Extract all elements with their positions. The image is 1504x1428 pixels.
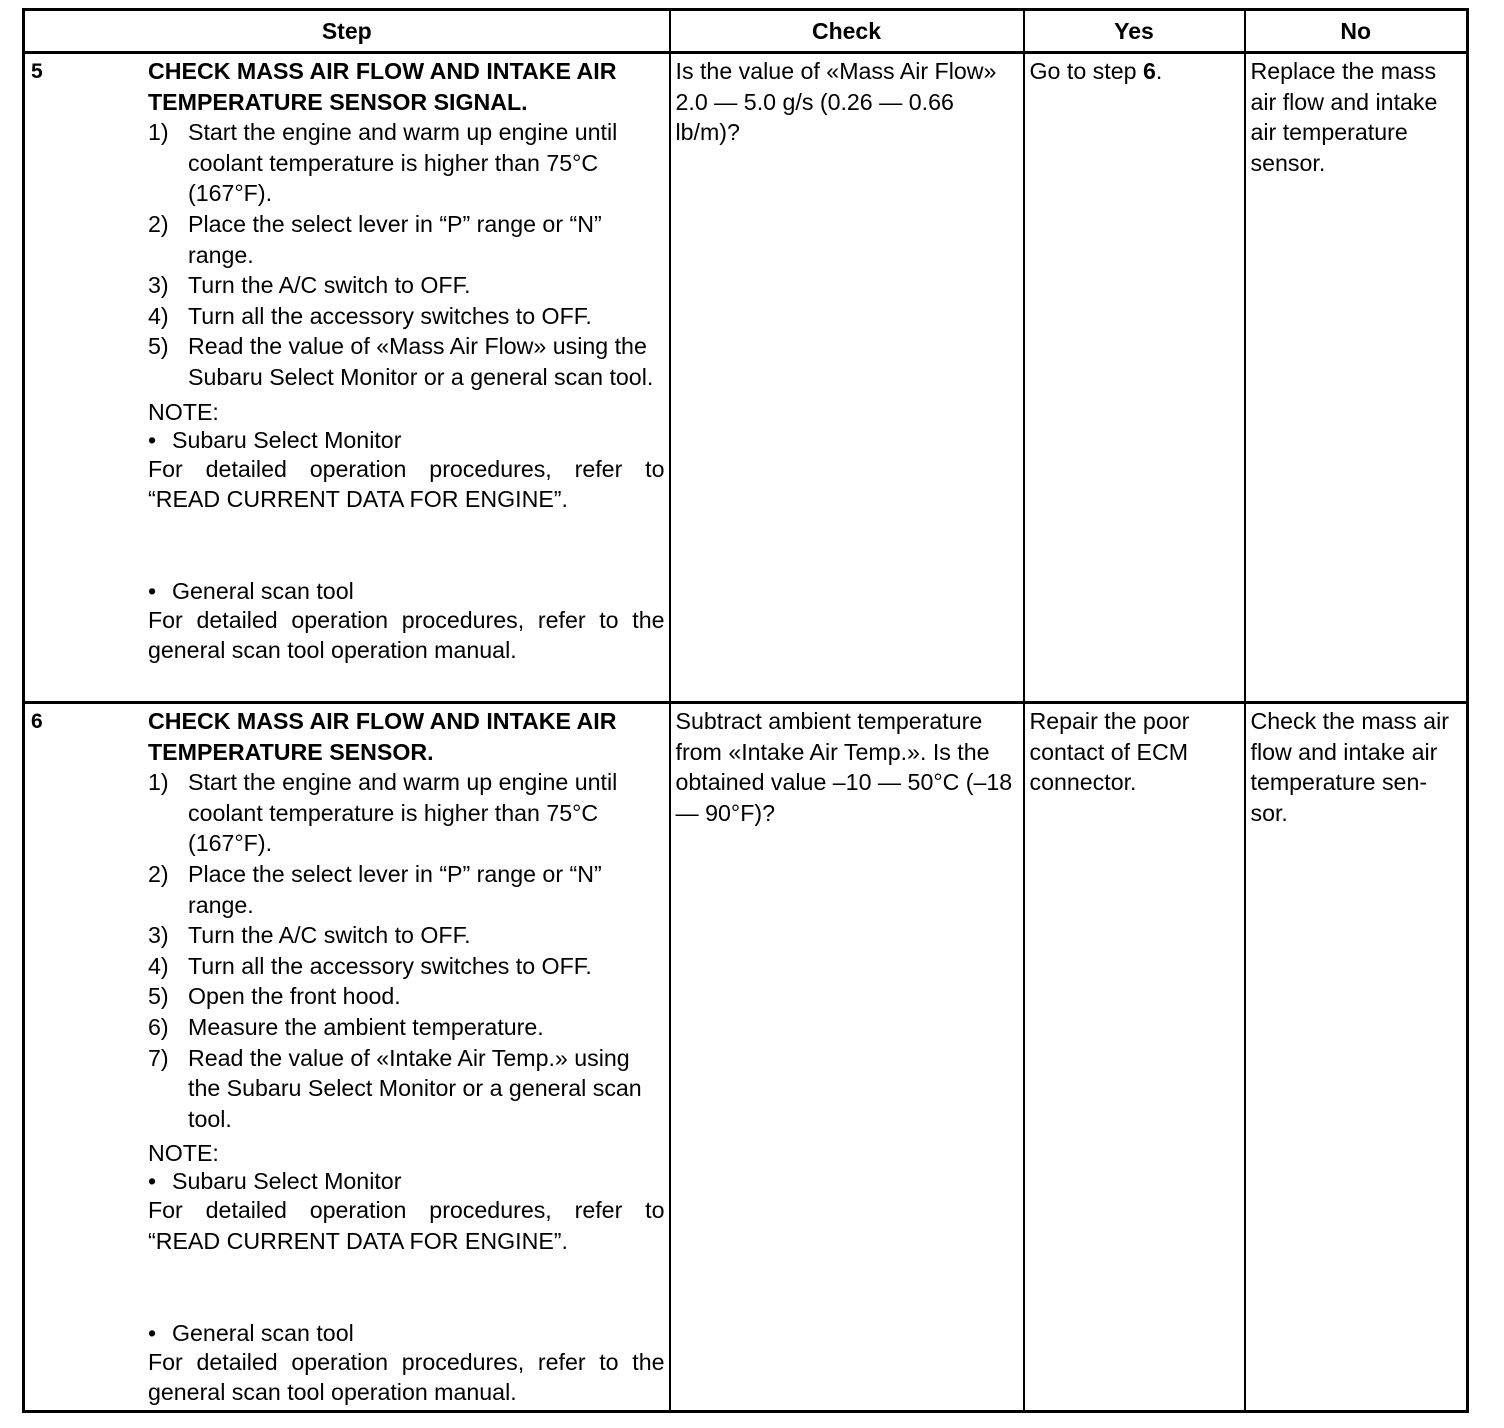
substep-text: Open the front hood. (188, 983, 401, 1010)
step-number: 5 (31, 60, 43, 83)
substep-number: 5) (148, 333, 169, 360)
bullet-text: General scan tool (172, 1319, 354, 1346)
substep (148, 209, 665, 270)
substep-number: 2) (148, 210, 169, 237)
step-cell (24, 703, 670, 1412)
bullet-dot-icon: • (148, 426, 157, 453)
note-bullet (148, 577, 665, 605)
substep-text: Start the engine and warm up engine until coolant temperature is higher than 75°C (167°F). (188, 119, 618, 207)
note-label: NOTE: (148, 1140, 219, 1167)
substep (148, 331, 665, 392)
step-title: CHECK MASS AIR FLOW AND INTAKE AIR TEMPERATURE SENSOR. (148, 708, 617, 765)
yes-text: Go to step (1029, 58, 1143, 84)
table-header-row (24, 10, 1468, 53)
note-bullet (148, 1167, 665, 1195)
substep-text: Start the engine and warm up engine until coolant temperature is higher than 75°C (167°F). (188, 769, 618, 857)
reference-text: “READ CURRENT DATA FOR ENGINE”. (148, 1227, 568, 1254)
bullet-dot-icon: • (148, 1168, 157, 1195)
yes-cell: Repair the poor contact of ECM connector. (1024, 703, 1245, 1412)
bullet-dot-icon: • (148, 1319, 157, 1346)
next-step-number: 6 (1142, 58, 1156, 84)
substep (148, 301, 665, 332)
step-body (148, 704, 669, 1410)
table-row-step-5 (24, 53, 1468, 703)
substep (148, 767, 665, 859)
step-body (148, 54, 669, 668)
substep (148, 981, 665, 1012)
substep (148, 920, 665, 951)
substep-text: Measure the ambient temperature. (188, 1013, 544, 1040)
substep-number: 1) (148, 769, 169, 796)
substep-text: Turn the A/C switch to OFF. (188, 272, 471, 299)
reference-text: For detailed operation procedures, refer to the (148, 1348, 665, 1375)
substep-number: 7) (148, 1044, 169, 1071)
substep-number: 3) (148, 922, 169, 949)
substep-number: 4) (148, 952, 169, 979)
reference-text: general scan tool operation manual. (148, 1379, 517, 1406)
substep (148, 951, 665, 982)
substep-text: Place the select lever in “P” range or “N” range. (188, 210, 602, 268)
note-bullet (148, 1319, 665, 1347)
substep (148, 1043, 665, 1135)
bullet-dot-icon: • (148, 577, 157, 604)
note-bullet (148, 426, 665, 454)
substep (148, 1012, 665, 1043)
step-cell (24, 53, 670, 703)
substep-number: 3) (148, 272, 169, 299)
check-cell: Is the value of «Mass Air Flow» 2.0 — 5.0 g/s (0.26 — 0.66 lb/m)? (670, 53, 1024, 703)
reference-text: general scan tool operation manual. (148, 637, 517, 664)
substep-number: 6) (148, 1013, 169, 1040)
step-title: CHECK MASS AIR FLOW AND INTAKE AIR TEMPERATURE SENSOR SIGNAL. (148, 58, 617, 115)
header-yes: Yes (1024, 10, 1245, 53)
reference-text: For detailed operation procedures, refer to (148, 1197, 665, 1224)
yes-suffix: . (1155, 58, 1163, 84)
blank-space (148, 515, 665, 577)
procedure-sheet (22, 8, 1466, 1413)
substep-number: 1) (148, 119, 169, 146)
no-cell: Replace the mass air flow and intake air temperature sensor. (1245, 53, 1468, 703)
note-label: NOTE: (148, 398, 219, 425)
reference-text: For detailed operation procedures, refer to (148, 455, 665, 482)
bullet-text: General scan tool (172, 577, 354, 604)
substep-number: 2) (148, 860, 169, 887)
substep (148, 117, 665, 209)
header-step: Step (24, 10, 670, 53)
substep-text: Turn all the accessory switches to OFF. (188, 302, 592, 329)
reference-text: For detailed operation procedures, refer to the (148, 606, 665, 633)
no-cell: Check the mass air flow and intake air temperature sen-sor. (1245, 703, 1468, 1412)
substep-number: 5) (148, 983, 169, 1010)
substep-text: Read the value of «Mass Air Flow» using the Subaru Select Monitor or a general scan tool. (188, 333, 654, 390)
bullet-text: Subaru Select Monitor (172, 426, 402, 453)
check-cell: Subtract ambient temperature from «Intake Air Temp.». Is the obtained value –10 — 50°C (–18 — 90°F)? (670, 703, 1024, 1412)
bullet-text: Subaru Select Monitor (172, 1168, 402, 1195)
header-no: No (1245, 10, 1468, 53)
step-number: 6 (31, 710, 43, 733)
yes-cell (1024, 53, 1245, 703)
substep (148, 859, 665, 920)
substep-number: 4) (148, 302, 169, 329)
table-row-step-6 (24, 703, 1468, 1412)
blank-space (148, 1257, 665, 1319)
substep-text: Read the value of «Intake Air Temp.» using the Subaru Select Monitor or a general scan tool. (188, 1044, 642, 1132)
substep-text: Turn the A/C switch to OFF. (188, 922, 471, 949)
substep (148, 270, 665, 301)
reference-text: “READ CURRENT DATA FOR ENGINE”. (148, 486, 568, 513)
procedure-table (22, 8, 1469, 1413)
substep-text: Place the select lever in “P” range or “N” range. (188, 860, 602, 918)
substep-text: Turn all the accessory switches to OFF. (188, 952, 592, 979)
header-check: Check (670, 10, 1024, 53)
